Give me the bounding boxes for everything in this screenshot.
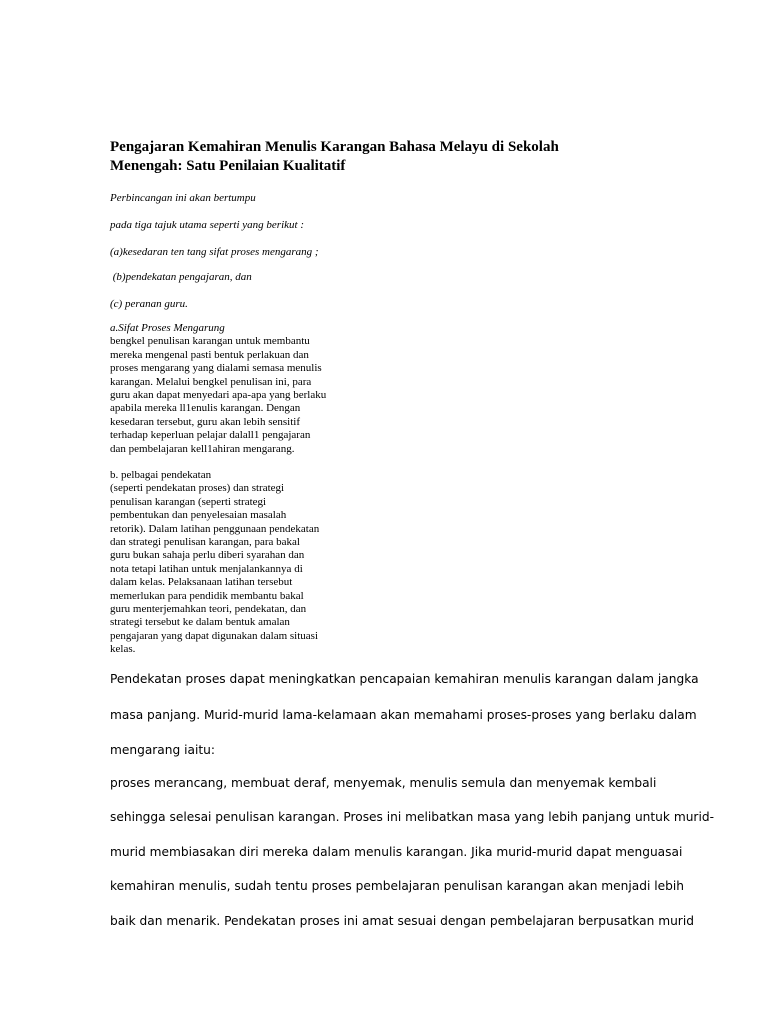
paragraph-line: kesedaran tersebut, guru akan lebih sensitif [110, 415, 300, 428]
body-line: murid membiasakan diri mereka dalam menulis karangan. Jika murid-murid dapat menguasai [110, 845, 683, 859]
paragraph-line: proses mengarang yang dialami semasa menulis [110, 362, 322, 375]
document-title [110, 138, 630, 176]
intro-line: (b)pendekatan pengajaran, dan [110, 271, 252, 283]
paragraph-line: dalam kelas. Pelaksanaan latihan tersebut [110, 576, 293, 589]
paragraph-line: mereka mengenal pasti bentuk perlakuan dan [110, 348, 309, 361]
paragraph-line: pembentukan dan penyelesaian masalah [110, 509, 287, 522]
intro-line: pada tiga tajuk utama seperti yang berikut : [110, 219, 304, 231]
body-line: mengarang iaitu: [110, 743, 215, 757]
paragraph-line: guru bukan sahaja perlu diberi syarahan dan [110, 549, 305, 562]
body-line: masa panjang. Murid-murid lama-kelamaan akan memahami proses-proses yang berlaku dalam [110, 708, 697, 722]
section-heading: b. pelbagai pendekatan [110, 469, 212, 481]
intro-line: (a)kesedaran ten tang sifat proses mengarang ; [110, 246, 319, 258]
intro-line: Perbincangan ini akan bertumpu [110, 192, 256, 204]
paragraph-line: kelas. [110, 643, 136, 656]
paragraph-line: guru akan dapat menyedari apa-apa yang berlaku [110, 389, 327, 402]
intro-line: (c) peranan guru. [110, 298, 188, 310]
paragraph-line: retorik). Dalam latihan penggunaan pendekatan [110, 522, 320, 535]
paragraph-line: memerlukan para pendidik membantu bakal [110, 589, 304, 602]
paragraph-line: penulisan karangan (seperti strategi [110, 495, 267, 508]
body-line: baik dan menarik. Pendekatan proses ini amat sesuai dengan pembelajaran berpusatkan murid [110, 914, 694, 928]
title-line: Pengajaran Kemahiran Menulis Karangan Bahasa Melayu di Sekolah [110, 139, 559, 155]
title-line: Menengah: Satu Penilaian Kualitatif [110, 158, 346, 174]
paragraph-line: pengajaran yang dapat digunakan dalam situasi [110, 629, 319, 642]
paragraph-line: karangan. Melalui bengkel penulisan ini, para [110, 375, 312, 388]
paragraph-line: terhadap keperluan pelajar dalall1 pengajaran [110, 429, 311, 442]
paragraph-line: guru menterjemahkan teori, pendekatan, dan [110, 603, 307, 616]
section-b [110, 469, 410, 657]
paragraph-line: dan strategi penulisan karangan, para bakal [110, 536, 300, 549]
paragraph-line: apabila mereka ll1enulis karangan. Dengan [110, 402, 301, 415]
body-line: proses merancang, membuat deraf, menyemak, menulis semula dan menyemak kembali [110, 776, 657, 790]
paragraph-line: nota tetapi latihan untuk menjalankannya di [110, 562, 303, 575]
paragraph-line: bengkel penulisan karangan untuk membantu [110, 335, 310, 348]
paragraph-line: strategi tersebut ke dalam bentuk amalan [110, 616, 290, 629]
section-a [110, 322, 410, 456]
section-heading: a.Sifat Proses Mengarung [110, 322, 225, 334]
body-line: Pendekatan proses dapat meningkatkan pencapaian kemahiran menulis karangan dalam jangka [110, 672, 699, 686]
paragraph-line: (seperti pendekatan proses) dan strategi [110, 482, 285, 495]
body-line: kemahiran menulis, sudah tentu proses pembelajaran penulisan karangan akan menjadi lebih [110, 879, 684, 893]
body-line: sehingga selesai penulisan karangan. Proses ini melibatkan masa yang lebih panjang untuk murid- [110, 810, 714, 824]
paragraph-line: dan pembelajaran kell1ahiran mengarang. [110, 442, 295, 455]
